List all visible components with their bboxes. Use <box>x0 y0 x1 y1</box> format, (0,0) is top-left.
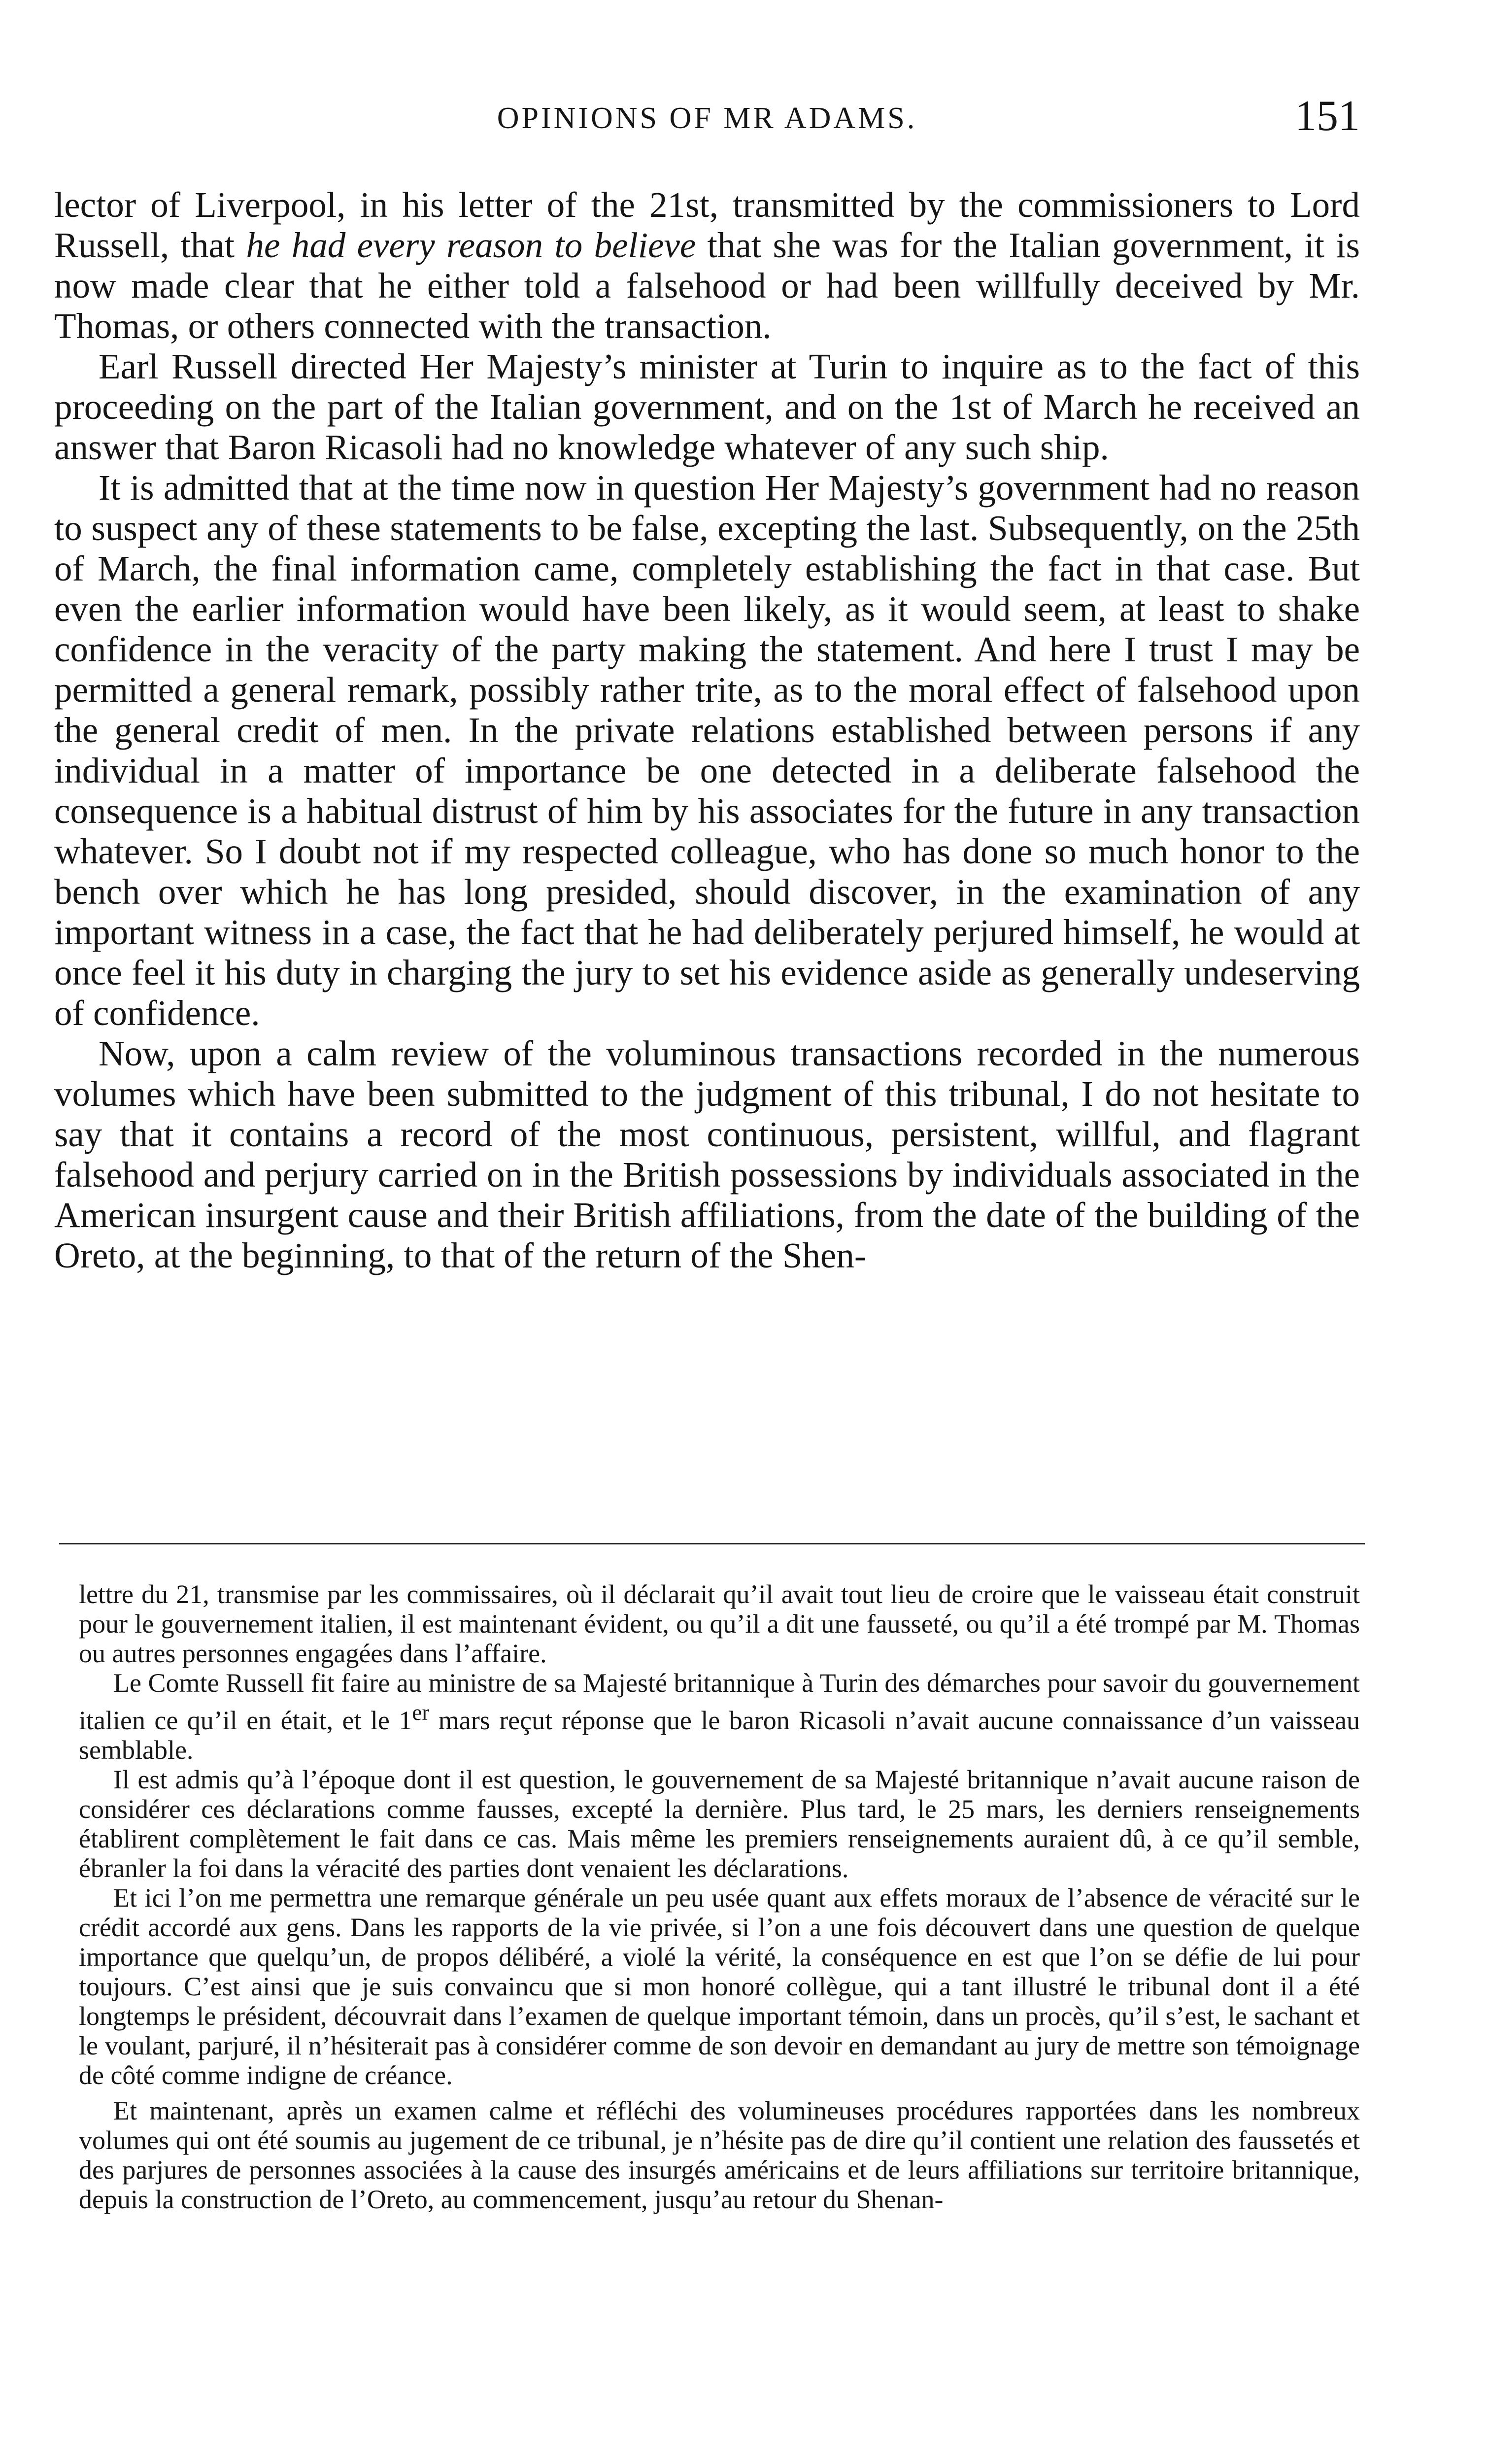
paragraph-1-start: lector of Liverpool, in his letter of the 21st, transmitted by the commissioners to Lord Russell, that <box>54 185 1360 265</box>
paragraph-3: It is admitted that at the time now in question Her Majesty’s government had no reason to suspect any of these statements to be false, excepting the last. Subsequently, on the 25th of March, the final information came, completely establishing the fact in that case. But even the earlier information would have been likely, as it would seem, at least to shake confidence in the veracity of the party making the statement. And here I trust I may be permitted a general remark, possibly rather trite, as to the moral effect of falsehood upon the general credit of men. In the private relations established between persons if any individual in a matter of importance be one detected in a deliberate falsehood the consequence is a habitual distrust of him by his associates for the future in any transaction whatever. So I doubt not if my respected colleague, who has done so much honor to the bench over which he has long presided, should discover, in the examination of any important witness in a case, the fact that he had deliberately perjured himself, he would at once feel it his duty in charging the jury to set his evidence aside as generally undeserving of confidence. <box>54 468 1360 1033</box>
running-head <box>54 91 1360 150</box>
page-number: 151 <box>1295 92 1360 140</box>
main-text <box>54 185 1360 1276</box>
footnote-paragraph-3: Il est admis qu’à l’époque dont il est question, le gouvernement de sa Majesté britannique n’avait aucune raison de considérer ces déclarations comme fausses, excepté la dernière. Plus tard, le 25 mars, les derniers renseignements établirent complètement le fait dans ce cas. Mais même les premiers renseignements auraient dû, à ce qu’il semble, ébranler la foi dans la véracité des parties dont venaient les déclarations. <box>79 1765 1360 1883</box>
paragraph-1 <box>54 185 1360 346</box>
italic-quote: he had every reason to believe <box>246 225 696 265</box>
ordinal-superscript: er <box>412 1700 430 1725</box>
paragraph-4: Now, upon a calm review of the voluminous transactions recorded in the numerous volumes which have been submitted to the judgment of this tribunal, I do not hesitate to say that it contains a record of the most continuous, persistent, willful, and flagrant falsehood and perjury carried on in the British possessions by individuals associated in the American insurgent cause and their British affiliations, from the date of the building of the Oreto, at the beginning, to that of the return of the Shen- <box>54 1033 1360 1275</box>
footnote-paragraph-4: Et ici l’on me permettra une remarque générale un peu usée quant aux effets moraux de l’absence de véracité sur le crédit accordé aux gens. Dans les rapports de la vie privée, si l’on a une fois découvert dans une question de quelque importance que quelqu’un, de propos délibéré, a violé la vérité, la conséquence en est que l’on se défie de lui pour toujours. C’est ainsi que je suis convaincu que si mon honoré collègue, qui a tant illustré le tribunal dont il a été longtemps le président, découvrait dans l’examen de quelque important témoin, dans un procès, qu’il s’est, le sachant et le voulant, parjuré, il n’hésiterait pas à considérer comme de son devoir en demandant au jury de mettre son témoignage de côté comme indigne de créance. <box>79 1883 1360 2090</box>
footnote-paragraph-2 <box>79 1668 1360 1765</box>
footnote-paragraph-1: lettre du 21, transmise par les commissaires, où il déclarait qu’il avait tout lieu de croire que le vaisseau était construit pour le gouvernement italien, il est maintenant évident, ou qu’il a dit une fausseté, ou qu’il a été trompé par M. Thomas ou autres personnes engagées dans l’affaire. <box>79 1579 1360 1668</box>
french-translation <box>79 1579 1360 2214</box>
paragraph-1-end: that she was for the Italian government, it is now made clear that he either told a falsehood or had been willfully deceived by Mr. Thomas, or others connected with the transaction. <box>54 225 1360 346</box>
footnote-divider <box>59 1543 1365 1544</box>
paragraph-2: Earl Russell directed Her Majesty’s minister at Turin to inquire as to the fact of this proceeding on the part of the Italian government, and on the 1st of March he received an answer that Baron Ricasoli had no knowledge whatever of any such ship. <box>54 346 1360 467</box>
footnote-paragraph-2-end: mars reçut réponse que le baron Ricasoli n’avait aucune connaissance d’un vaisseau semblable. <box>79 1706 1360 1765</box>
running-title: OPINIONS OF MR ADAMS. <box>497 102 917 135</box>
footnote-paragraph-5: Et maintenant, après un examen calme et réfléchi des volumineuses procédures rapportées dans les nombreux volumes qui ont été soumis au jugement de ce tribunal, je n’hésite pas de dire qu’il contient une relation des faussetés et des parjures de personnes associées à la cause des insurgés américains et de leurs affiliations sur territoire britannique, depuis la construction de l’Oreto, au commencement, jusqu’au retour du Shenan- <box>79 2096 1360 2214</box>
footnote-paragraph-2-start: Le Comte Russell fit faire au ministre de sa Majesté britannique à Turin des démarches pour savoir du gouvernement italien ce qu’il en était, et le 1 <box>79 1668 1360 1735</box>
